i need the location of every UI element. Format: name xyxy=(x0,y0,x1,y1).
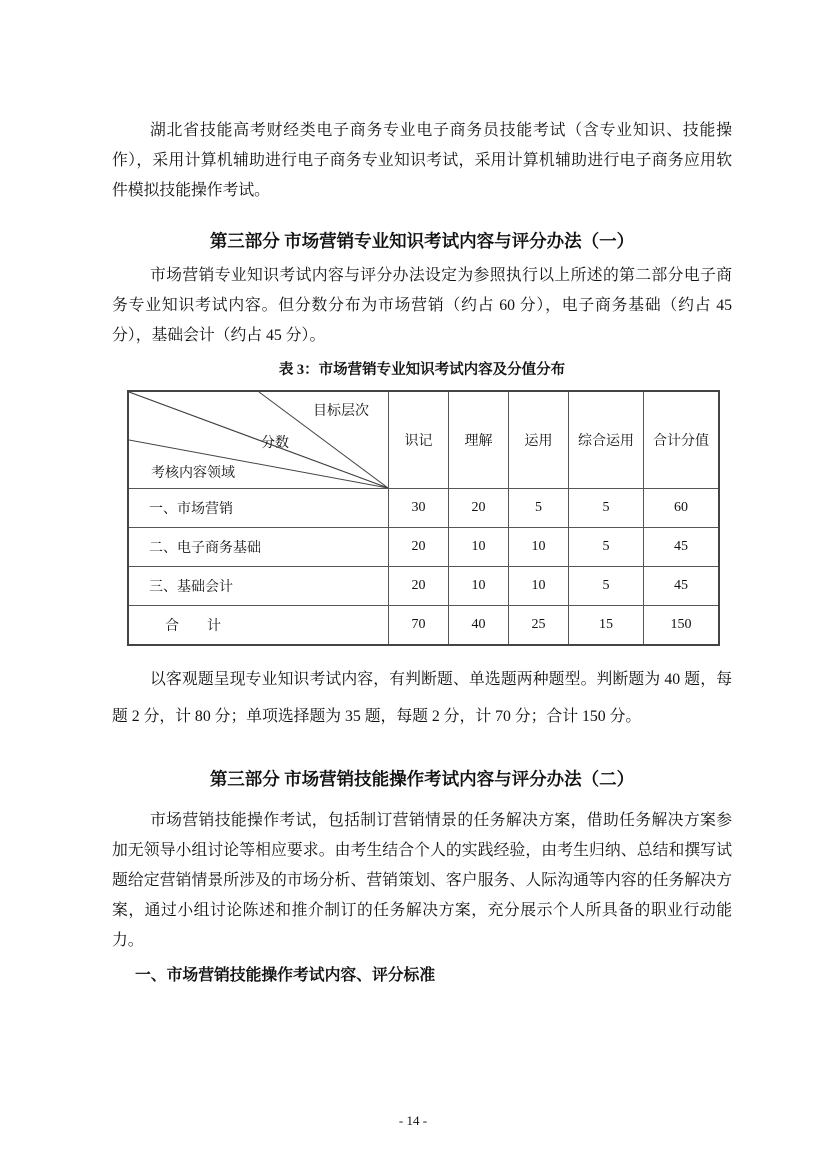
row-label: 三、基础会计 xyxy=(128,567,389,606)
table-header-row xyxy=(128,391,719,489)
table-row xyxy=(128,489,719,528)
cell: 40 xyxy=(449,606,509,646)
row-label: 二、电子商务基础 xyxy=(128,528,389,567)
section1-paragraph: 市场营销专业知识考试内容与评分办法设定为参照执行以上所述的第二部分电子商务专业知识考试内容。但分数分布为市场营销（约占 60 分），电子商务基础（约占 45 分），基础会计（约占 45 分）。 xyxy=(112,267,732,344)
row-label: 合 计 xyxy=(128,606,389,646)
cell: 25 xyxy=(509,606,569,646)
cell: 15 xyxy=(569,606,644,646)
cell: 5 xyxy=(569,489,644,528)
table-caption: 表 3：市场营销专业知识考试内容及分值分布 xyxy=(278,362,566,378)
header-cell: 理解 xyxy=(449,391,509,489)
cell: 20 xyxy=(389,528,449,567)
table-row xyxy=(128,567,719,606)
cell: 150 xyxy=(644,606,720,646)
cell: 70 xyxy=(389,606,449,646)
cell: 5 xyxy=(509,489,569,528)
header-cell: 运用 xyxy=(509,391,569,489)
cell: 10 xyxy=(449,528,509,567)
intro-paragraph: 湖北省技能高考财经类电子商务专业电子商务员技能考试（含专业知识、技能操作），采用计算机辅助进行电子商务专业知识考试，采用计算机辅助进行电子商务应用软件模拟技能操作考试。 xyxy=(112,122,732,199)
table-total-row xyxy=(128,606,719,646)
table-corner-cell xyxy=(128,391,389,489)
cell: 5 xyxy=(569,528,644,567)
cell: 5 xyxy=(569,567,644,606)
section1-title: 第三部分 市场营销专业知识考试内容与评分办法（一） xyxy=(209,231,635,251)
cell: 10 xyxy=(509,567,569,606)
page-number: - 14 - xyxy=(398,1113,428,1128)
section2-paragraph: 市场营销技能操作考试，包括制订营销情景的任务解决方案，借助任务解决方案参加无领导小组讨论等相应要求。由考生结合个人的实践经验，由考生归纳、总结和撰写试题给定营销情景所涉及的市场分析、营销策划、客户服务、人际沟通等内容的任务解决方案，通过小组讨论陈述和推介制订的任务解决方案，充分展示个人所具备的职业行动能力。 xyxy=(112,812,732,949)
cell: 60 xyxy=(644,489,720,528)
section2-subheading: 一、市场营销技能操作考试内容、评分标准 xyxy=(135,967,436,984)
header-cell: 综合运用 xyxy=(569,391,644,489)
cell: 20 xyxy=(389,567,449,606)
cell: 45 xyxy=(644,528,720,567)
header-cell: 识记 xyxy=(389,391,449,489)
cell: 10 xyxy=(449,567,509,606)
score-distribution-table xyxy=(127,390,720,646)
corner-middle-label: 分数 xyxy=(261,436,289,451)
header-cell: 合计分值 xyxy=(644,391,720,489)
cell: 45 xyxy=(644,567,720,606)
cell: 30 xyxy=(389,489,449,528)
after-table-paragraph: 以客观题呈现专业知识考试内容，有判断题、单选题两种题型。判断题为 40 题，每题 2 分，计 80 分；单项选择题为 35 题，每题 2 分，计 70 分；合计 150 分。 xyxy=(112,671,732,725)
cell: 10 xyxy=(509,528,569,567)
row-label: 一、市场营销 xyxy=(128,489,389,528)
section2-title: 第三部分 市场营销技能操作考试内容与评分办法（二） xyxy=(209,769,635,789)
corner-top-label: 目标层次 xyxy=(313,404,369,419)
cell: 20 xyxy=(449,489,509,528)
table-row xyxy=(128,528,719,567)
corner-bottom-label: 考核内容领域 xyxy=(151,466,235,481)
